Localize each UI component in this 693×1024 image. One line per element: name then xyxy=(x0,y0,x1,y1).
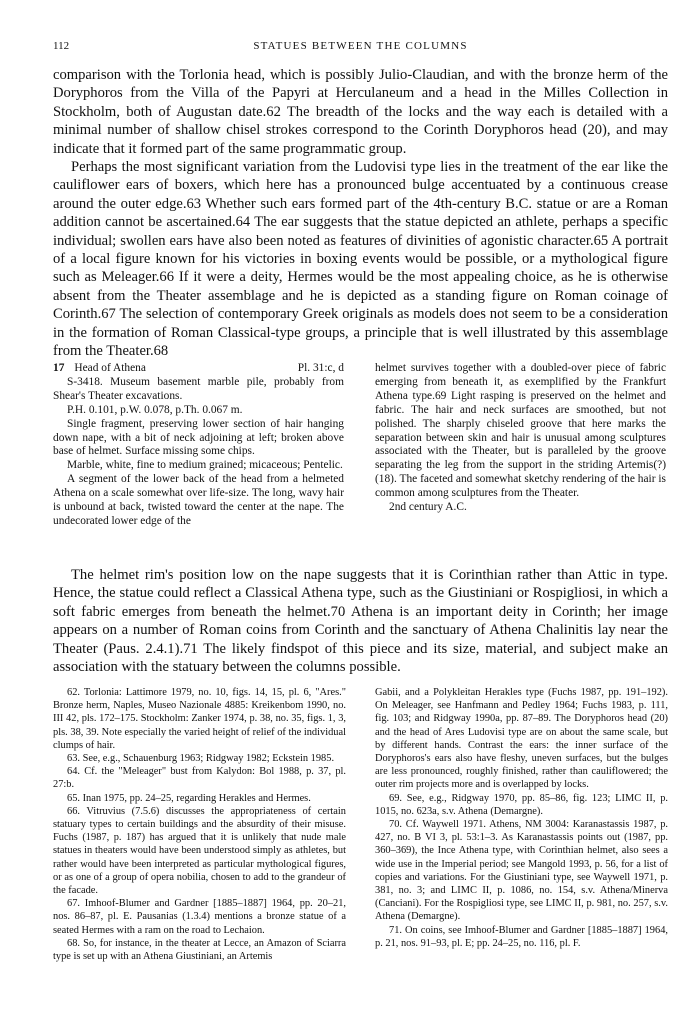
page-number: 112 xyxy=(53,40,70,52)
entry-right-column xyxy=(375,362,666,515)
entry-title: Head of Athena xyxy=(74,362,146,374)
footnote: 68. So, for instance, in the theater at Lecce, an Amazon of Sciarra type is set up with an Athena Giustiniani, an Artemis xyxy=(53,937,346,963)
footnote: 67. Imhoof-Blumer and Gardner [1885–1887] 1964, pp. 20–21, nos. 86–87, pl. E. Pausanias (1.3.4) mentions a bronze statue of a seated Hermes with a ram on the road to Lechaion. xyxy=(53,898,346,936)
footnotes-left-column xyxy=(53,686,346,963)
footnote: 69. See, e.g., Ridgway 1970, pp. 85–86, fig. 123; LIMC II, p. 1015, no. 623a, s.v. Athena (Demargne). xyxy=(375,792,668,817)
entry-paragraph: Single fragment, preserving lower section of hair hanging down nape, with a bit of neck adjoining at left; broken above base of helmet. Surface missing some chips. xyxy=(53,417,344,458)
main-text-top xyxy=(53,66,668,361)
paragraph: comparison with the Torlonia head, which is possibly Julio-Claudian, and with the bronze herm of the Doryphoros from the Villa of the Papyri at Herculaneum and a head in the Milles Collection in Stockholm, both of Augustan date.62 The breadth of the locks and the way each is detailed with a minimal number of shallow chisel strokes correspond to the Corinth Doryphoros head (20), and may indicate that it formed part of the same programmatic group. xyxy=(53,67,668,157)
footnote: 71. On coins, see Imhoof-Blumer and Gardner [1885–1887] 1964, p. 21, nos. 91–93, pl. E; pp. 24–25, no. 116, pl. F. xyxy=(375,924,668,949)
main-text-bottom xyxy=(53,566,668,676)
entry-date: 2nd century A.C. xyxy=(389,501,467,514)
footnote-continuation: Gabii, and a Polykleitan Herakles type (Fuchs 1987, pp. 191–192). On Meleager, see Hanfmann and Pedley 1964; Fuchs 1983, p. 111, fig. 103; and Ridgway 1990a, pp. 87–89. The Doryphoros head (20) and the head of Ares Ludovisi type are on about the same scale, but by different hands. Contrast the ears: the inner surface of the Doryphoros's ears also have fleshy, uneven surfaces, but the bulges are less pronounced, roughly finished, rather than cauliflowered; the outer rim projects more and is overlapped by locks. xyxy=(375,687,668,791)
entry-heading xyxy=(53,362,344,376)
entry-paragraph: Marble, white, fine to medium grained; micaceous; Pentelic. xyxy=(67,459,343,472)
paragraph: The helmet rim's position low on the nape suggests that it is Corinthian rather than Attic in type. Hence, the statue could reflect a Classical Athena type, such as the Giustiniani or Rospigliosi, in which a soft fabric emerges from beneath the helmet.70 Athena is an important deity in Corinth; her image appears on a number of Roman coins from Corinth and the sanctuary of Athena Chalinitis lay near the Theater (Paus. 2.4.1).71 The likely findspot of this piece and its size, material, and subject make an association with the statuary between the columns possible. xyxy=(53,567,668,676)
footnotes-right-column xyxy=(375,686,668,950)
footnote: 65. Inan 1975, pp. 24–25, regarding Herakles and Hermes. xyxy=(67,792,311,804)
footnote: 64. Cf. the "Meleager" bust from Kalydon: Bol 1988, p. 37, pl. 27:b. xyxy=(53,766,346,791)
paragraph: Perhaps the most significant variation from the Ludovisi type lies in the treatment of the ear like the cauliflower ears of boxers, which here has a pronounced bulge accentuated by a continuous crease around the outer edge.63 Whether such ears formed part of the 4th-century B.C. statue or are a Roman addition cannot be ascertained.64 The ear suggests that the statue depicted an athlete, perhaps a specific individual; swollen ears have also been noted as features of divinities of agonistic character.65 A portrait of a local figure known for his victories in boxing events would be possible, or a mythological figure such as Meleager.66 If it were a deity, Hermes would be the most appealing choice, as he is otherwise absent from the Theater assemblage and he is depicted as a standing figure on Roman coinage of Corinth.67 The selection of contemporary Greek originals as models does not seem to be a consideration in the formation of Roman Classical-type groups, a principle that is well illustrated by this assemblage from the Theater.68 xyxy=(53,159,668,360)
entry-left-column xyxy=(53,362,344,529)
footnote: 63. See, e.g., Schauenburg 1963; Ridgway 1982; Eckstein 1985. xyxy=(67,753,335,765)
footnote: 70. Cf. Waywell 1971. Athens, NM 3004: Karanastassis 1987, p. 427, no. B VI 3, pl. 53:1–3. As Karanastassis points out (1987, pp. 360–369), the Ince Athena type, with Corinthian helmet, also sees a wide use in the Imperial period; see Mangold 1993, p. 56, for a list of copies and variations. For the Giustiniani type, see Waywell 1971, p. 381, no. 3; and LIMC II, p. 1086, no. 154, s.v. Athena/Minerva (Canciani). For the Rospigliosi type, see LIMC II, p. 981, no. 257, s.v. Athena (Demargne). xyxy=(375,819,668,923)
running-header xyxy=(53,40,668,56)
entry-paragraph: P.H. 0.101, p.W. 0.078, p.Th. 0.067 m. xyxy=(67,403,243,416)
entry-plate-reference: Pl. 31:c, d xyxy=(297,362,344,374)
footnote: 62. Torlonia: Lattimore 1979, no. 10, figs. 14, 15, pl. 6, "Ares." Bronze herm, Naples, Museo Nazionale 4885: Kreikenbom 1990, no. III 42, pls. 172–175. Stockholm: Zanker 1974, p. 38, no. 35, figs. 1, 3, pls. 38, 39. Note especially the varied height of relief of the individual clumps of hair. xyxy=(53,687,346,751)
entry-paragraph: S-3418. Museum basement marble pile, probably from Shear's Theater excavations. xyxy=(53,375,344,402)
entry-paragraph: helmet survives together with a doubled-over piece of fabric emerging from beneath it, as exemplified by the Frankfurt Athena type.69 Light rasping is preserved on the helmet and fabric. The hair and neck surfaces are smoothed, but not polished. The sharply chiseled groove that here marks the separation between skin and hair is unusual among sculptures associated with the Theater, but is paralleled by the groove separating the leg from the support in the striding Artemis(?) (18). The faceted and somewhat sketchy rendering of the hair is common among sculptures from the Theater. xyxy=(375,362,666,500)
entry-number: 17 xyxy=(53,362,65,374)
running-title: STATUES BETWEEN THE COLUMNS xyxy=(253,40,468,52)
footnote: 66. Vitruvius (7.5.6) discusses the appropriateness of certain statuary types to certain buildings and the absurdity of their misuse. Fuchs (1987, p. 187) has argued that it is unlikely that nude male statues in theaters would have been understood simply as athletes, but rather would have been interpreted as particular mythological figures, or as one of a group of opera nobilia, chosen to add to the grandeur of the facade. xyxy=(53,805,346,897)
entry-paragraph: A segment of the lower back of the head from a helmeted Athena on a scale somewhat over life-size. The long, wavy hair is unbound at back, twisted toward the center at the nape. The undecorated lower edge of the xyxy=(53,473,344,527)
